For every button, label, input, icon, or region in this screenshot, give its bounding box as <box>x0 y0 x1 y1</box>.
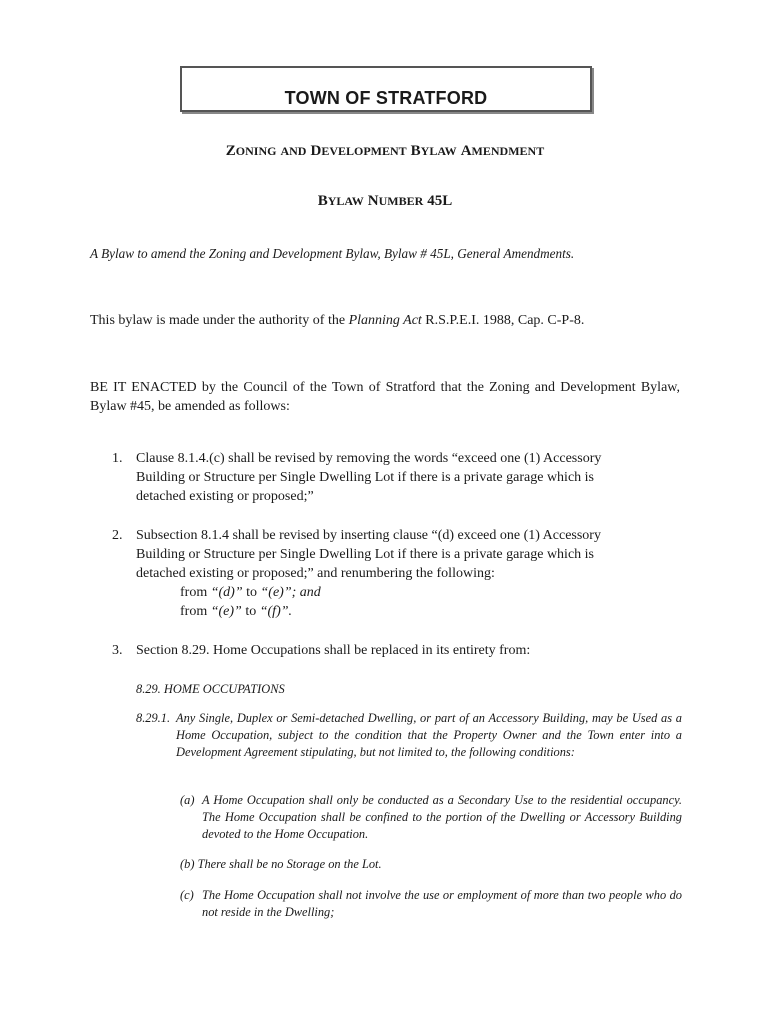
amendment-number: 3. <box>112 643 123 658</box>
clause-text: Any Single, Duplex or Semi-detached Dwelling, or part of an Accessory Building, may be Used as a Home Occupation, subject to the condition that the Property Owner and the Town enter into a Development Agreement stipulating, but not limited to, the following conditions: <box>176 711 682 759</box>
condition-item <box>180 792 682 843</box>
condition-text: There shall be no Storage on the Lot. <box>197 857 382 871</box>
condition-text: A Home Occupation shall only be conducted as a Secondary Use to the residential occupancy. The Home Occupation shall be confined to the portion of the Dwelling or Accessory Building devoted to the Home Occupation. <box>202 793 682 841</box>
bylaw-number: BYLAW NUMBER 45L <box>317 193 453 209</box>
condition-label: (c) <box>180 888 194 902</box>
amendment-item <box>112 641 640 660</box>
amendment-text: Subsection 8.1.4 shall be revised by inserting clause “(d) exceed one (1) Accessory Building or Structure per Single Dwelling Lot if there is a private garage which is detached existing or proposed;” and renumbering the following: <box>136 528 601 581</box>
amendment-item <box>112 449 640 506</box>
condition-item <box>180 887 682 921</box>
enacting-clause: BE IT ENACTED by the Council of the Town of Stratford that the Zoning and Development Bylaw, Bylaw #45, be amended as follows: <box>90 380 680 414</box>
clause-number: 8.29.1. <box>136 711 171 725</box>
condition-label: (b) <box>180 857 195 871</box>
section-heading: 8.29. HOME OCCUPATIONS <box>136 682 285 696</box>
amendment-text: Section 8.29. Home Occupations shall be replaced in its entirety from: <box>136 643 531 658</box>
condition-text: The Home Occupation shall not involve the use or employment of more than two people who do not reside in the Dwelling; <box>202 888 682 919</box>
document-heading: ZONING AND DEVELOPMENT BYLAW AMENDMENT <box>225 143 545 159</box>
bylaw-purpose: A Bylaw to amend the Zoning and Development Bylaw, Bylaw # 45L, General Amendments. <box>90 246 575 261</box>
amendment-number: 2. <box>112 528 123 543</box>
planning-act-reference: Planning Act <box>348 313 422 328</box>
title-box <box>180 66 592 112</box>
renumber-line: from “(d)” to “(e)”; and <box>180 585 321 600</box>
amendment-number: 1. <box>112 451 123 466</box>
condition-label: (a) <box>180 793 195 807</box>
document-title: TOWN OF STRATFORD <box>284 87 488 108</box>
section-clause <box>136 710 682 761</box>
amendment-text: Clause 8.1.4.(c) shall be revised by removing the words “exceed one (1) Accessory Building or Structure per Single Dwelling Lot if there is a private garage which is detached existing or proposed;” <box>136 451 602 504</box>
amendment-item <box>112 526 640 621</box>
renumber-line: from “(e)” to “(f)”. <box>180 604 293 619</box>
authority-statement: This bylaw is made under the authority of the Planning Act R.S.P.E.I. 1988, Cap. C-P-8. <box>90 313 585 328</box>
condition-item <box>180 856 682 873</box>
